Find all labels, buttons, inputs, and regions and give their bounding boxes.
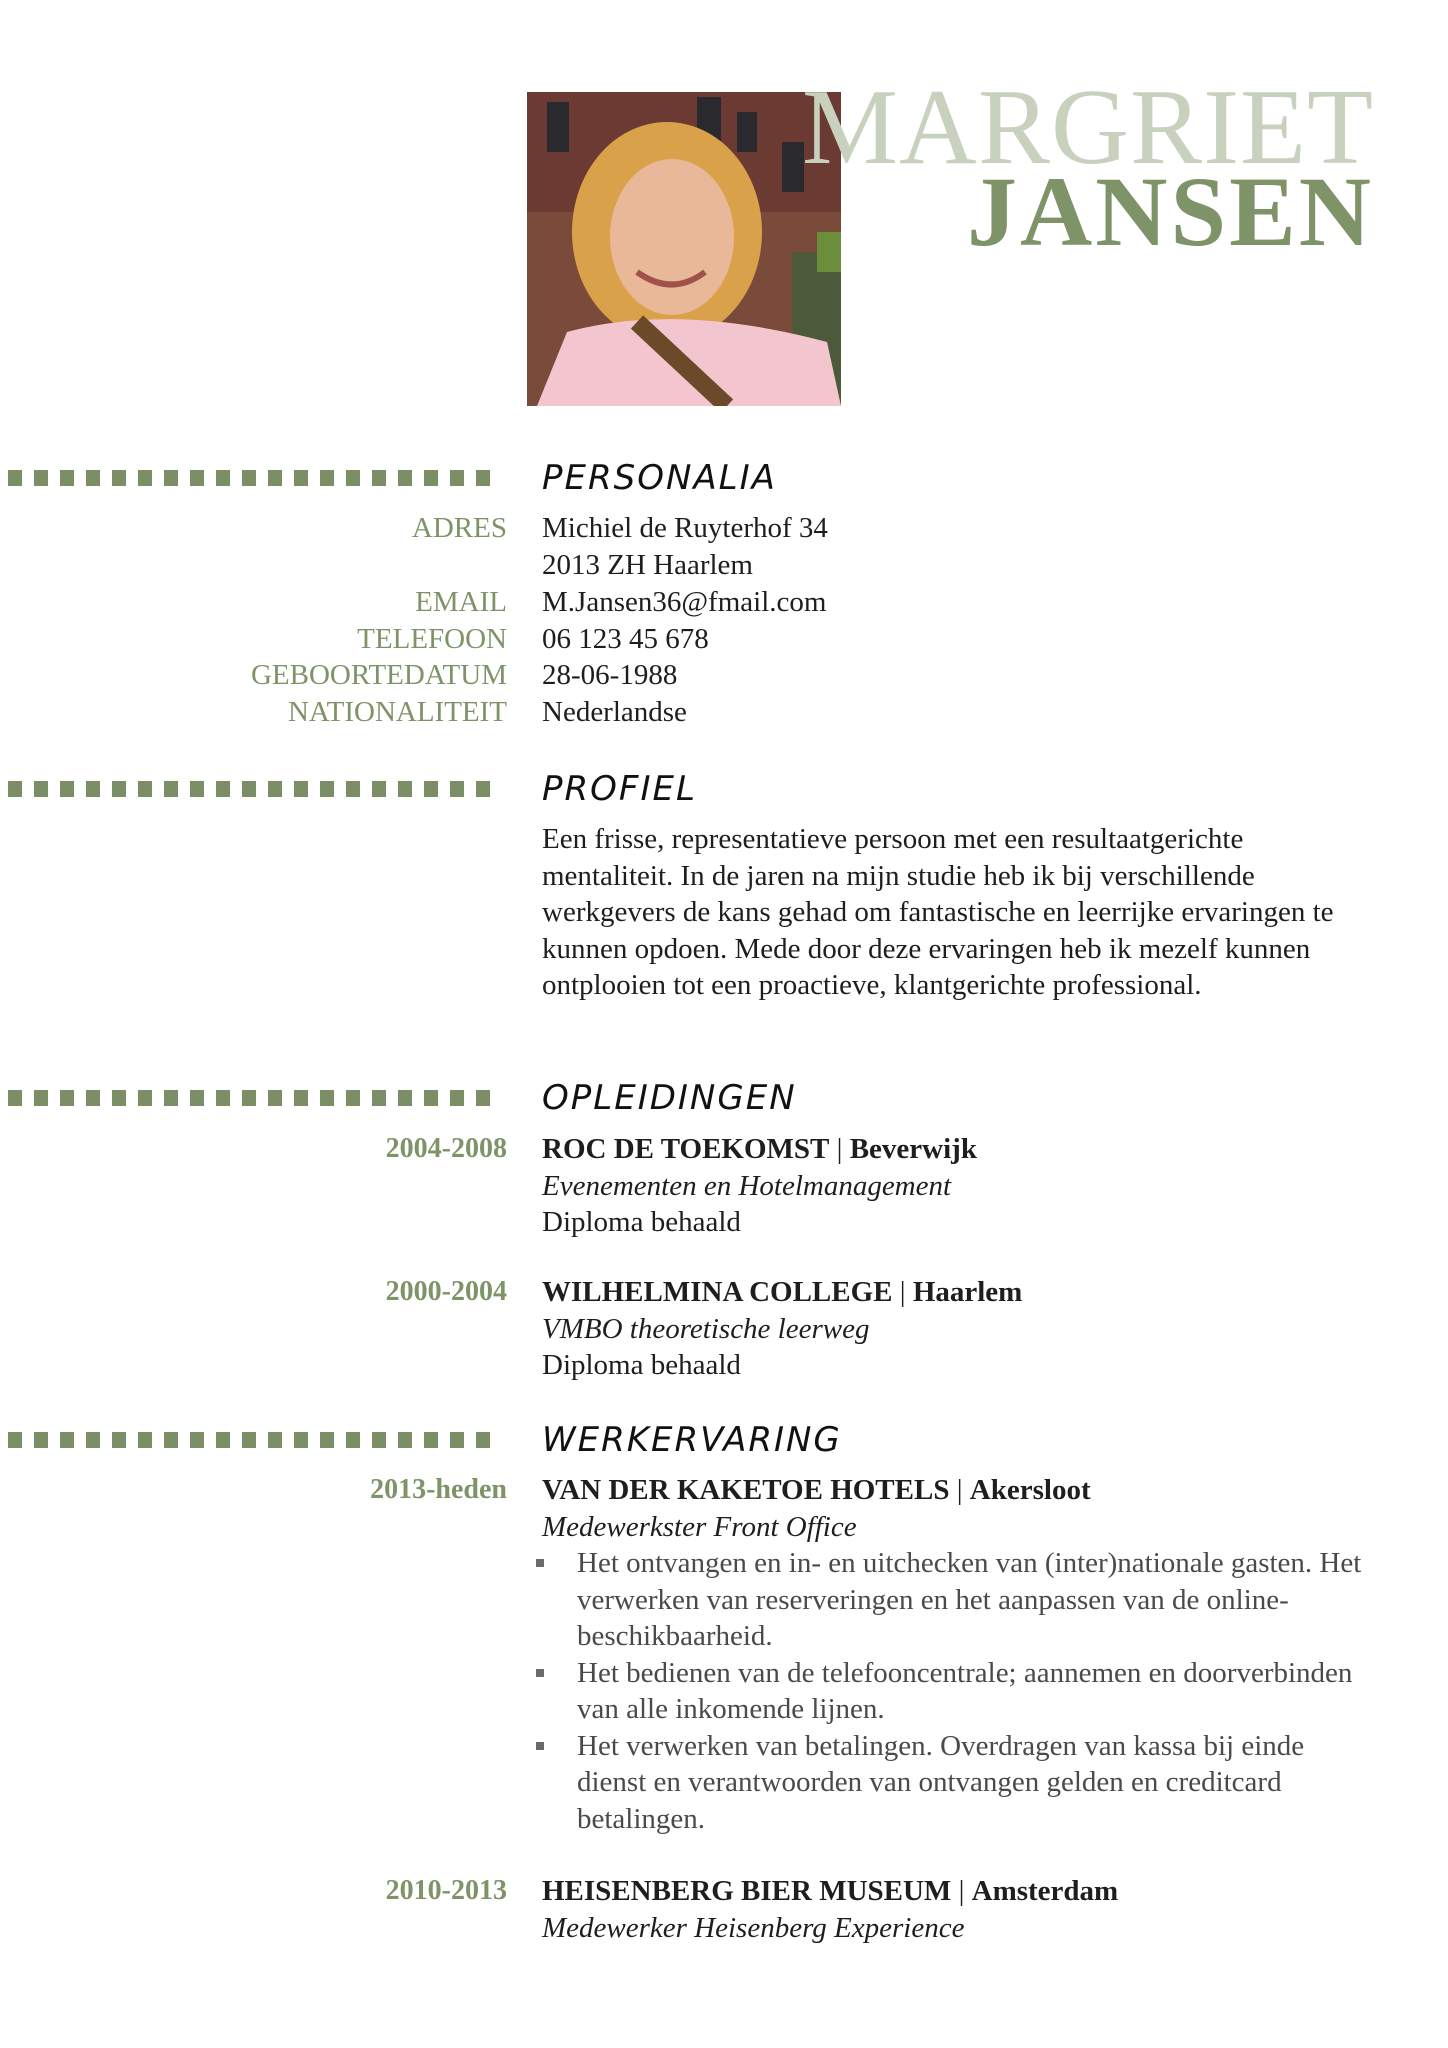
work-separator-1: | [956, 1474, 963, 1506]
edu-separator-2: | [899, 1276, 906, 1308]
bar-square [424, 781, 438, 797]
work-role-2: Medewerker Heisenberg Experience [542, 1912, 965, 1944]
work-bullets-1 [532, 1545, 1372, 1837]
heading-opleidingen: OPLEIDINGEN [542, 1078, 797, 1118]
edu-study-2: VMBO theoretische leerweg [542, 1313, 870, 1345]
work-bullet [532, 1655, 1372, 1728]
bar-square [450, 781, 464, 797]
bar-square [268, 470, 282, 486]
edu-title-2 [542, 1274, 1022, 1311]
bar-square [320, 1090, 334, 1106]
bar-square [424, 470, 438, 486]
value-adres-line2: 2013 ZH Haarlem [542, 549, 753, 581]
bar-square [346, 470, 360, 486]
bar-square [112, 1090, 126, 1106]
last-name: JANSEN [967, 156, 1374, 267]
edu-period-2: 2000-2004 [385, 1276, 507, 1307]
bar-square [86, 470, 100, 486]
bar-square [138, 1432, 152, 1448]
bar-square [138, 470, 152, 486]
value-telefoon: 06 123 45 678 [542, 623, 709, 655]
bar-square [346, 781, 360, 797]
bar-square [8, 1432, 22, 1448]
bar-square [216, 781, 230, 797]
label-nationaliteit: NATIONALITEIT [287, 696, 507, 728]
bar-square [294, 781, 308, 797]
bar-square [294, 1432, 308, 1448]
profile-photo [527, 92, 841, 406]
bar-square [8, 781, 22, 797]
bullet-marker [536, 1742, 544, 1750]
bar-square [372, 781, 386, 797]
value-email: M.Jansen36@fmail.com [542, 586, 827, 618]
label-email: EMAIL [415, 586, 507, 618]
work-place-2: Amsterdam [971, 1875, 1119, 1907]
work-bullet [532, 1545, 1372, 1655]
bar-square [346, 1090, 360, 1106]
label-telefoon: TELEFOON [357, 623, 507, 655]
bar-square [268, 1432, 282, 1448]
value-adres-line1: Michiel de Ruyterhof 34 [542, 512, 828, 544]
bar-square [164, 781, 178, 797]
bar-square [476, 1432, 490, 1448]
bar-square [398, 470, 412, 486]
bar-square [372, 1432, 386, 1448]
bar-square [60, 1432, 74, 1448]
bar-square [216, 1090, 230, 1106]
work-org-2: HEISENBERG BIER MUSEUM [542, 1875, 952, 1907]
value-nationaliteit: Nederlandse [542, 696, 687, 728]
bar-square [164, 470, 178, 486]
bar-square [164, 1432, 178, 1448]
edu-period-1: 2004-2008 [385, 1133, 507, 1164]
bar-square [34, 1090, 48, 1106]
bar-square [372, 1090, 386, 1106]
edu-result-2: Diploma behaald [542, 1349, 741, 1381]
bar-square [476, 1090, 490, 1106]
bar-square [424, 1432, 438, 1448]
work-separator-2: | [958, 1875, 965, 1907]
bar-square [320, 781, 334, 797]
bar-square [164, 1090, 178, 1106]
bar-square [216, 470, 230, 486]
bar-square [190, 1090, 204, 1106]
value-geboortedatum: 28-06-1988 [542, 659, 678, 691]
edu-separator-1: | [836, 1133, 843, 1165]
bar-square [372, 470, 386, 486]
bar-square [268, 1090, 282, 1106]
bullet-marker [536, 1559, 544, 1567]
bar-square [450, 1432, 464, 1448]
heading-personalia: PERSONALIA [542, 458, 777, 498]
bar-square [60, 470, 74, 486]
edu-title-1 [542, 1131, 977, 1168]
work-title-1 [542, 1472, 1091, 1509]
bar-square [398, 1090, 412, 1106]
bar-square [294, 470, 308, 486]
work-bullet-text: Het verwerken van betalingen. Overdragen van kassa bij einde dienst en verantwoorden van ontvangen gelden en creditcard betalingen. [577, 1729, 1305, 1835]
bar-square [242, 470, 256, 486]
work-title-2 [542, 1873, 1118, 1910]
bar-square [398, 781, 412, 797]
bar-square [8, 1090, 22, 1106]
bullet-marker [536, 1669, 544, 1677]
bar-square [320, 470, 334, 486]
edu-place-1: Beverwijk [849, 1133, 977, 1165]
bar-square [112, 470, 126, 486]
bar-square [294, 1090, 308, 1106]
label-adres: ADRES [411, 512, 507, 544]
bar-square [242, 1090, 256, 1106]
bar-square [138, 1090, 152, 1106]
bar-square [476, 781, 490, 797]
bar-square [86, 781, 100, 797]
label-geboortedatum: GEBOORTEDATUM [250, 659, 507, 691]
work-role-1: Medewerkster Front Office [542, 1511, 857, 1543]
edu-org-2: WILHELMINA COLLEGE [542, 1276, 893, 1308]
section-bar-profiel [8, 781, 498, 797]
work-place-1: Akersloot [969, 1474, 1091, 1506]
work-org-1: VAN DER KAKETOE HOTELS [542, 1474, 950, 1506]
edu-org-1: ROC DE TOEKOMST [542, 1133, 830, 1165]
edu-place-2: Haarlem [912, 1276, 1023, 1308]
bar-square [190, 781, 204, 797]
bar-square [190, 1432, 204, 1448]
bar-square [34, 470, 48, 486]
bar-square [34, 1432, 48, 1448]
bar-square [320, 1432, 334, 1448]
bar-square [112, 1432, 126, 1448]
edu-study-1: Evenementen en Hotelmanagement [542, 1170, 952, 1202]
section-bar-personalia [8, 470, 498, 486]
work-bullet-text: Het ontvangen en in- en uitchecken van (inter)nationale gasten. Het verwerken van reserveringen en het aanpassen van de online-beschikbaarheid. [577, 1547, 1362, 1652]
heading-profiel: PROFIEL [542, 769, 697, 809]
heading-werkervaring: WERKERVARING [542, 1420, 842, 1460]
section-bar-werkervaring [8, 1432, 498, 1448]
bar-square [112, 781, 126, 797]
bar-square [242, 781, 256, 797]
bar-square [34, 781, 48, 797]
bar-square [398, 1432, 412, 1448]
bar-square [476, 470, 490, 486]
work-bullet [532, 1728, 1372, 1838]
bar-square [86, 1432, 100, 1448]
bar-square [86, 1090, 100, 1106]
bar-square [190, 470, 204, 486]
work-period-1: 2013-heden [370, 1474, 507, 1505]
edu-result-1: Diploma behaald [542, 1206, 741, 1238]
bar-square [216, 1432, 230, 1448]
work-bullet-text: Het bedienen van de telefooncentrale; aannemen en doorverbinden van alle inkomende lijnen. [577, 1656, 1353, 1725]
bar-square [450, 470, 464, 486]
section-bar-opleidingen [8, 1090, 498, 1106]
profile-text: Een frisse, representatieve persoon met een resultaatgerichte mentaliteit. In de jaren na mijn studie heb ik bij verschillende werkgevers de kans gehad om fantastische en leerrijke ervaringen te kunnen opdoen. Mede door deze ervaringen heb ik mezelf kunnen ontplooien tot een proactieve, klantgerichte professional. [542, 823, 1334, 1001]
bar-square [346, 1432, 360, 1448]
work-period-2: 2010-2013 [385, 1875, 507, 1906]
bar-square [60, 781, 74, 797]
bar-square [8, 470, 22, 486]
bar-square [242, 1432, 256, 1448]
bar-square [138, 781, 152, 797]
bar-square [60, 1090, 74, 1106]
bar-square [424, 1090, 438, 1106]
first-name: MARGRIET [802, 68, 1374, 187]
bar-square [450, 1090, 464, 1106]
bar-square [268, 781, 282, 797]
